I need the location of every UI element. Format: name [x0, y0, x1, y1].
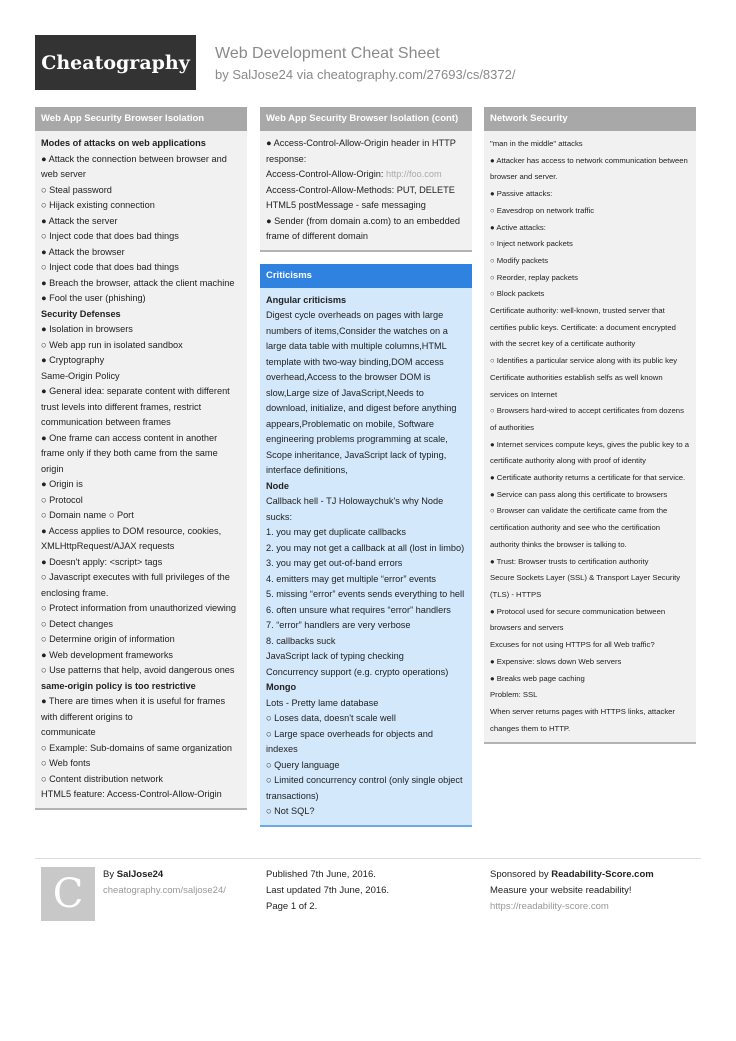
text-line: Excuses for not using HTTPS for all Web traffic? [490, 640, 655, 650]
text-line: ● Breaks web page caching [490, 673, 585, 683]
section-body [484, 131, 696, 744]
cheatography-logo[interactable]: Cheatography [35, 35, 196, 90]
page-number: Page 1 of 2. [266, 901, 318, 912]
text-line: ● Isolation in browsers [41, 324, 133, 334]
text-line: ● Attack the browser [41, 246, 125, 257]
text-line: 2. you may not get a callback at all (lost in limbo) [266, 542, 465, 553]
page-header [35, 35, 701, 90]
column-1 [35, 107, 247, 822]
published-date: Published 7th June, 2016. [266, 869, 376, 880]
footer-by: By [103, 869, 115, 880]
text-line: Security Defenses [41, 308, 121, 319]
footer-sponsor [490, 867, 654, 915]
text-line: ● Passive attacks: [490, 189, 553, 199]
text-line: ● Breach the browser, attack the client machine [41, 277, 235, 288]
page-title: Web Development Cheat Sheet [215, 45, 440, 62]
text-line: ○ Protect information from unauthorized viewing [41, 603, 237, 613]
text-line: 7. “error” handlers are very verbose [266, 620, 411, 630]
section-body [35, 131, 247, 810]
text-line: ● Attack the connection between browser and web server [41, 153, 227, 179]
section-title: Web App Security Browser Isolation [35, 107, 247, 131]
text-line: Mongo [266, 682, 297, 692]
text-line [266, 167, 466, 183]
text-line: ○ Block packets [490, 289, 545, 299]
text-line: Certificate authority: well-known, trusted server that certifies public keys. Certificate: a document encrypted with the secret key of a certificate authority [490, 306, 676, 349]
text-line: ● Service can pass along this certificate to browsers [490, 489, 668, 499]
text-line: Callback hell - TJ Holowaychuk's why Node sucks: [266, 496, 444, 522]
text-line: ● Fool the user (phishing) [41, 293, 146, 303]
origin-link[interactable]: http://foo.com [385, 169, 442, 179]
footer-author-url[interactable]: cheatography.com/saljose24/ [103, 885, 226, 896]
text-line: ○ Inject code that does bad things [41, 262, 179, 272]
text-line: ● Cryptography [41, 355, 105, 365]
text-line: ○ Domain name ○ Port [41, 510, 134, 520]
footer-dates [266, 867, 389, 915]
text-line: 6. often unsure what requires “error” handlers [266, 604, 451, 615]
text-line: ○ Example: Sub-domains of same organization [41, 742, 232, 753]
text-line: Secure Sockets Layer (SSL) & Transport Layer Security (TLS) - HTTPS [490, 573, 681, 599]
text-line: same-origin policy is too restrictive [41, 680, 196, 691]
text-line: 8. callbacks suck [266, 635, 336, 646]
footer-author-name[interactable]: SalJose24 [116, 869, 164, 880]
section-body [260, 288, 472, 827]
byline-via: via [296, 67, 314, 82]
column-2 [260, 107, 472, 839]
header-name: Access-Control-Allow-Origin: [266, 169, 386, 179]
text-line: ● General idea: separate content with different trust levels into different frames, restrict communication between frames [41, 386, 230, 427]
page-footer [35, 858, 701, 929]
byline [215, 67, 515, 82]
text-line: ○ Detect changes [41, 618, 113, 629]
column-3 [484, 107, 696, 756]
text-line: Same-Origin Policy [41, 370, 120, 381]
footer-author [103, 867, 226, 899]
text-line: ● Certificate authority returns a certificate for that service. [490, 473, 686, 483]
updated-date: Last updated 7th June, 2016. [266, 885, 390, 896]
text-line: Certificate authorities establish selfs as well known services on Internet [490, 372, 663, 399]
text-line: 4. emitters may get multiple “error” events [266, 573, 437, 584]
sponsor-tagline: Measure your website readability! [490, 885, 632, 896]
text-line: ● Origin is [41, 479, 83, 489]
text-line: ○ Content distribution network [41, 773, 163, 784]
text-line: Modes of attacks on web applications [41, 138, 206, 148]
text-line: ● Active attacks: [490, 222, 546, 232]
text-line: ● Access applies to DOM resource, cookies, XMLHttpRequest/AJAX requests [41, 525, 222, 551]
author-avatar[interactable]: C [41, 867, 95, 921]
text-line: ● Protocol used for secure communication between browsers and servers [490, 606, 666, 633]
text-line: ○ Javascript executes with full privileges of the enclosing frame. [41, 572, 230, 598]
text-line: ● One frame can access content in another frame only if they both came from the same origin [41, 432, 218, 474]
text-line: Angular criticisms [266, 294, 347, 305]
text-line: ● Access-Control-Allow-Origin header in HTTP response: [266, 138, 456, 164]
sponsored-by: Sponsored by [490, 869, 549, 880]
text-line: "man in the middle" attacks [490, 139, 583, 148]
text-line: When server returns pages with HTTPS links, attacker changes them to HTTP. [490, 706, 675, 733]
section-title: Network Security [484, 107, 696, 131]
text-line: ○ Browsers hard-wired to accept certificates from dozens of authorities [490, 406, 684, 432]
section-browser-isolation-cont [260, 107, 472, 252]
text-line: ○ Browser can validate the certificate came from the certification authority and see who the certification authority thinks the browser is talking to. [490, 506, 668, 549]
text-line: Concurrency support (e.g. crypto operations) [266, 666, 449, 677]
text-line: ○ Limited concurrency control (only single object transactions) [266, 775, 463, 801]
section-title: Criticisms [260, 264, 472, 288]
text-line: ○ Large space overheads for objects and indexes [266, 728, 433, 754]
text-line: ○ Use patterns that help, avoid dangerous ones [41, 665, 235, 675]
text-line: JavaScript lack of typing checking [266, 651, 404, 661]
section-body [260, 131, 472, 252]
text-line: communicate [41, 727, 96, 737]
text-line: ○ Protocol [41, 494, 83, 505]
sponsor-name[interactable]: Readability-Score.com [551, 869, 654, 880]
text-line: 5. missing “error” events sends everything to hell [266, 589, 465, 599]
text-line: ○ Web app run in isolated sandbox [41, 339, 183, 350]
text-line: ● Internet services compute keys, gives the public key to a certificate authority along with proof of identity [490, 439, 690, 466]
text-line: ● Sender (from domain a.com) to an embedded frame of different domain [266, 215, 460, 241]
sheet-url-link[interactable]: cheatography.com/27693/cs/8372/ [316, 67, 516, 82]
text-line: ○ Steal password [41, 184, 112, 195]
text-line: 3. you may get out-of-band errors [266, 558, 403, 568]
section-title: Web App Security Browser Isolation (cont) [260, 107, 472, 131]
text-line: ○ Modify packets [490, 255, 549, 265]
text-line: Lots - Pretty lame database [266, 697, 379, 708]
text-line: ○ Query language [266, 759, 340, 770]
text-line: ○ Identifies a particular service along with its public key [490, 356, 678, 366]
text-line: ○ Loses data, doesn't scale well [266, 713, 396, 723]
section-browser-isolation [35, 107, 247, 810]
text-line: 1. you may get duplicate callbacks [266, 527, 406, 537]
sponsor-url[interactable]: https://readability-score.com [490, 901, 609, 912]
title-block [215, 45, 515, 82]
text-line: ● Web development frameworks [41, 649, 174, 660]
text-line: ● Trust: Browser trusts to certification authority [490, 556, 649, 566]
text-line: ○ Eavesdrop on network traffic [490, 205, 595, 215]
text-line: ● Expensive: slows down Web servers [490, 656, 622, 666]
text-line: ○ Inject code that does bad things [41, 231, 179, 241]
text-line: ● There are times when it is useful for frames with different origins to [41, 696, 226, 722]
text-line: Access-Control-Allow-Methods: PUT, DELETE [266, 184, 455, 195]
text-line: HTML5 feature: Access-Control-Allow-Origin [41, 789, 222, 799]
text-line: Problem: SSL [490, 690, 538, 700]
text-line: ● Attacker has access to network communication between browser and server. [490, 155, 688, 182]
text-line: ● Attack the server [41, 215, 118, 226]
text-line: ○ Determine origin of information [41, 634, 175, 644]
text-line: HTML5 postMessage - safe messaging [266, 200, 426, 210]
section-network-security [484, 107, 696, 744]
text-line: ○ Reorder, replay packets [490, 272, 578, 282]
section-criticisms [260, 264, 472, 827]
text-line: ○ Web fonts [41, 758, 91, 768]
author-link[interactable]: SalJose24 [232, 67, 294, 82]
text-line: ○ Hijack existing connection [41, 200, 155, 210]
text-line: ○ Not SQL? [266, 806, 315, 816]
text-line: ○ Inject network packets [490, 239, 573, 249]
text-line: ● Doesn't apply: <script> tags [41, 556, 163, 567]
text-line: Node [266, 480, 289, 491]
text-line: Digest cycle overheads on pages with large numbers of items,Consider the watches on a large data table with multiple columns,HTML template with two-way binding,DOM access overhead,Access to the browser DOM is slow,Large size of JavaScript,Needs to download, initialize, and digest before anything appears,Problematic on mobile, Software engineering problems programming at scale, Scope inheritance, JavaScript lack of typing, interface definitions, [266, 310, 457, 475]
byline-by: by [215, 67, 229, 82]
